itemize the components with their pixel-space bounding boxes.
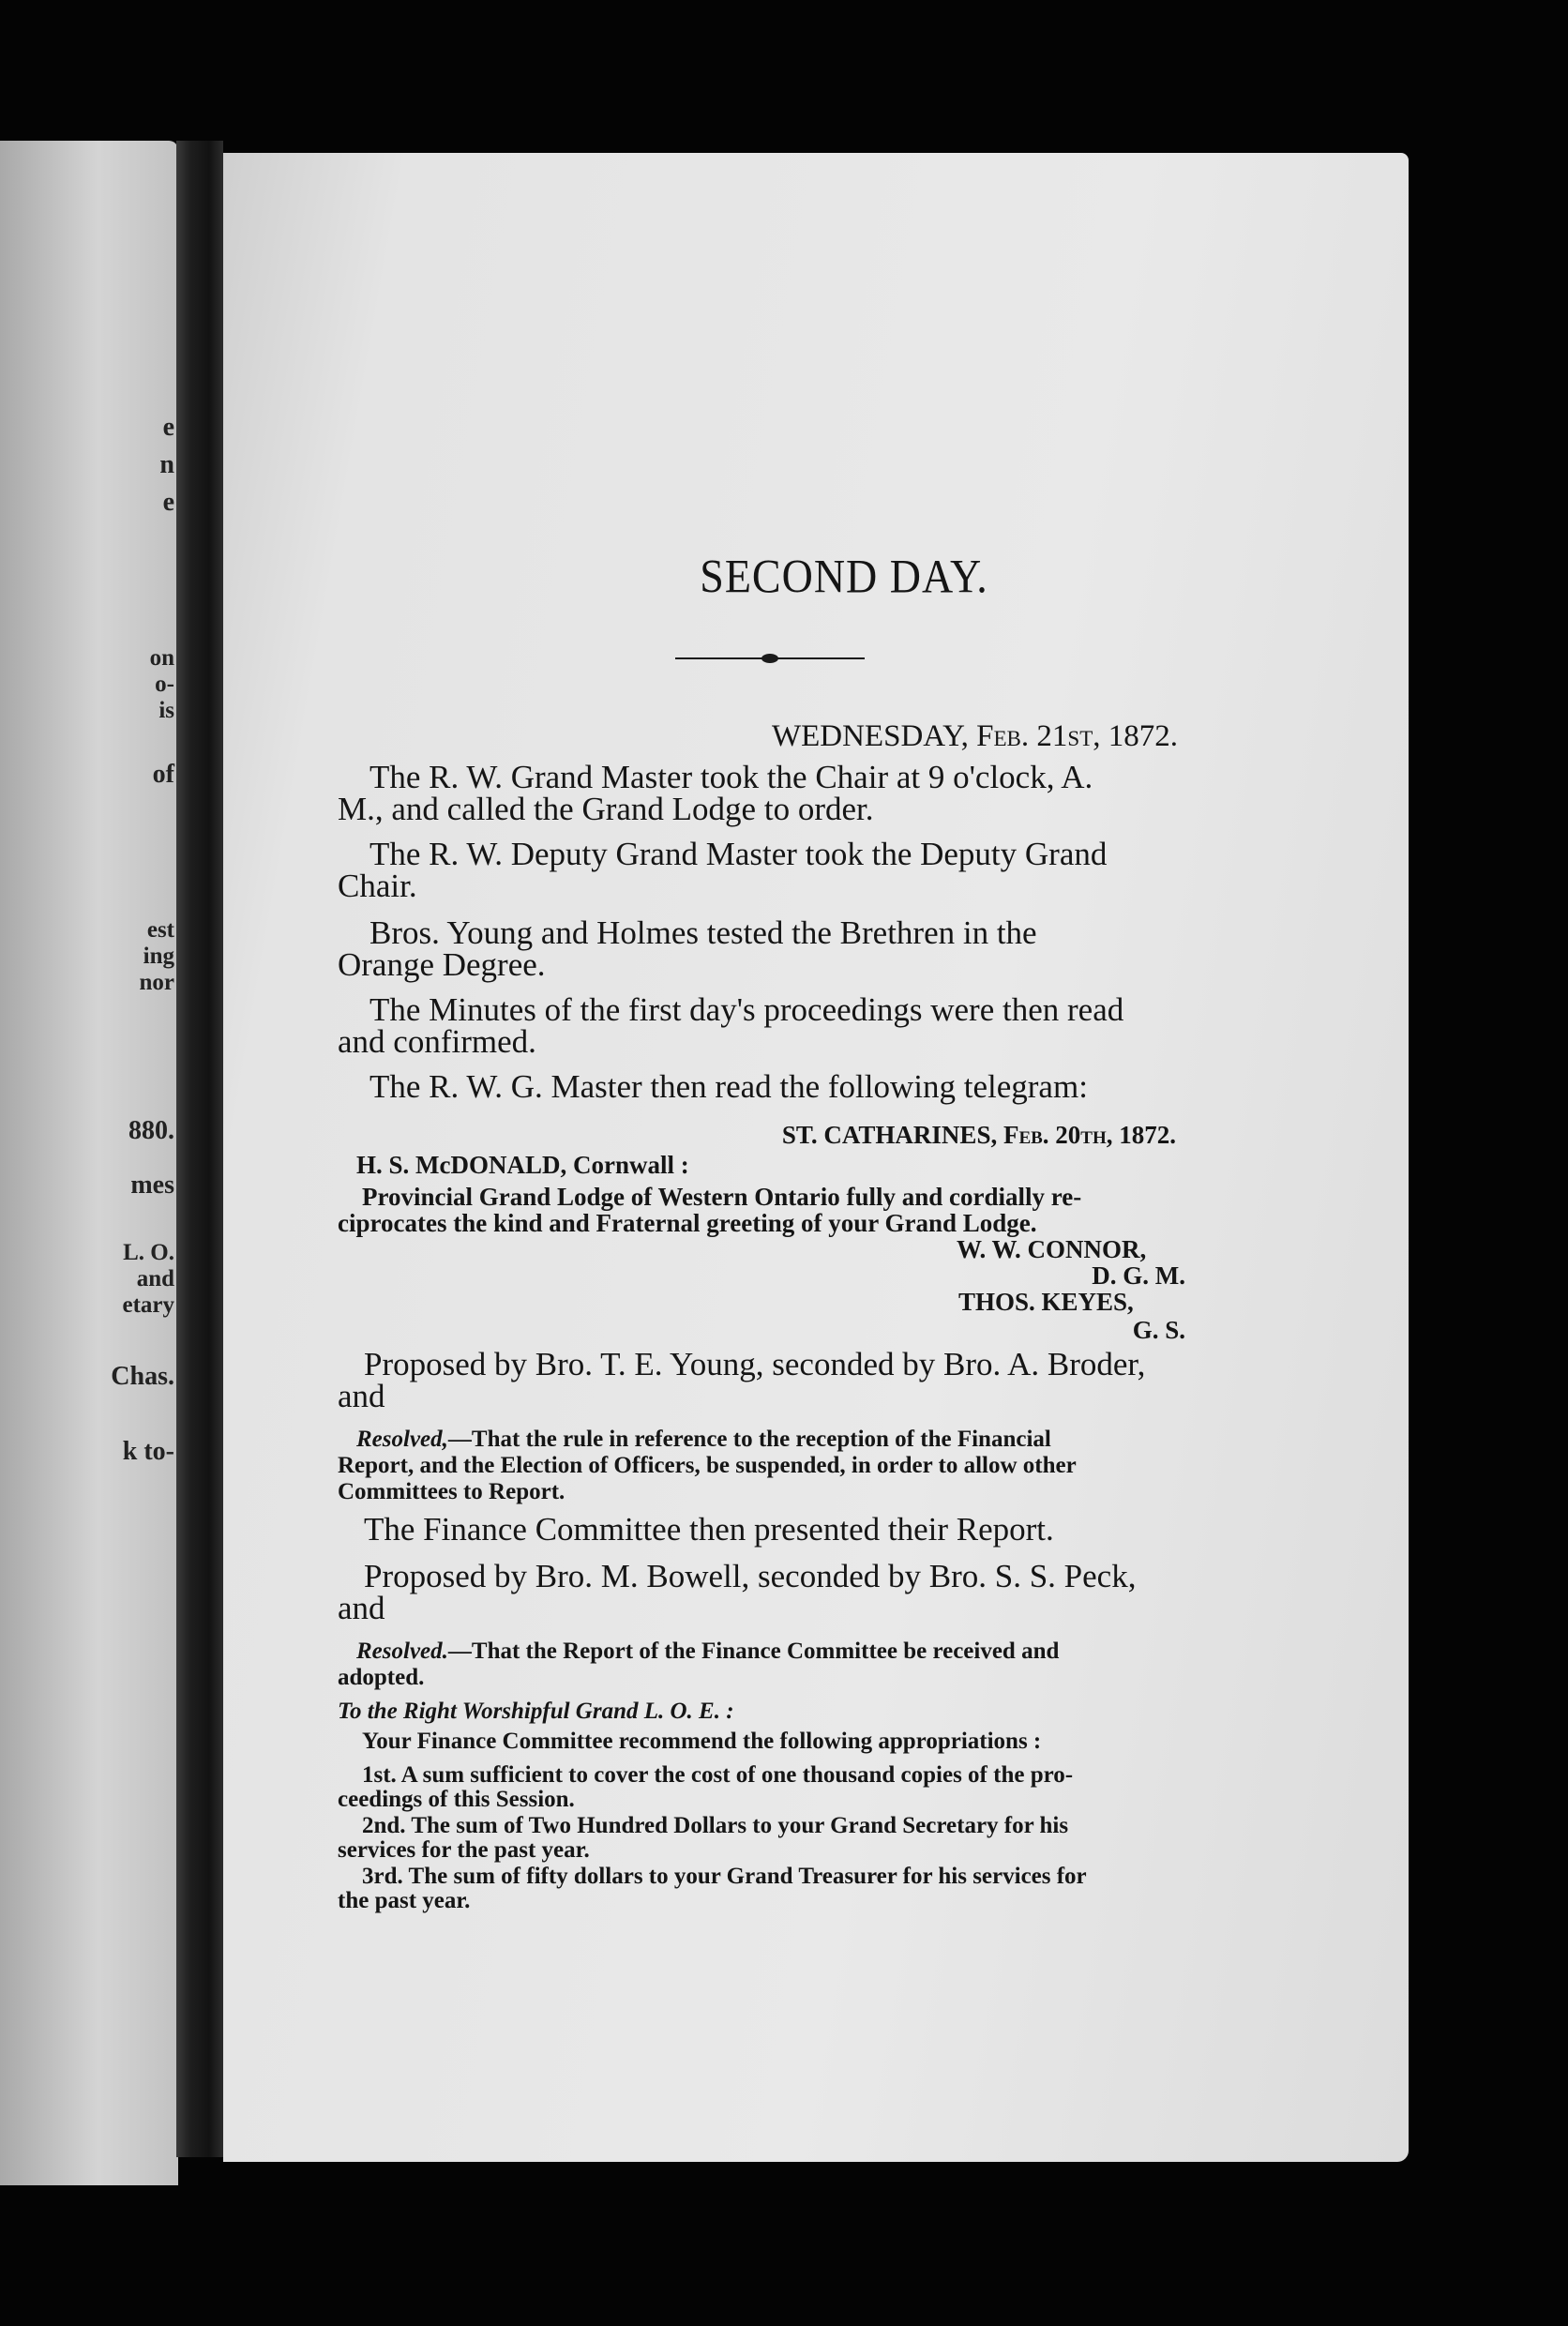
telegram-body-line: Provincial Grand Lodge of Western Ontario fully and cordially re-	[362, 1183, 1082, 1211]
paragraph-line: The Finance Committee then presented their Report.	[364, 1511, 1054, 1548]
left-fragment: L. O.	[123, 1240, 174, 1265]
motion-line: and	[338, 1378, 385, 1414]
resolution-line: Report, and the Election of Officers, be suspended, in order to allow other	[338, 1453, 1077, 1478]
paragraph-line: Chair.	[338, 868, 417, 904]
appropriation-item: services for the past year.	[338, 1837, 590, 1863]
left-fragment: est	[146, 917, 174, 943]
telegram-signer-name: W. W. CONNOR,	[957, 1235, 1147, 1263]
left-fragment: etary	[122, 1292, 174, 1318]
resolution-text: —That the Report of the Finance Committee be received and	[447, 1639, 1060, 1664]
left-fragment: o-	[155, 672, 174, 697]
section-heading: SECOND DAY.	[700, 550, 988, 603]
left-fragment: of	[152, 760, 174, 789]
left-fragment: mes	[130, 1171, 174, 1200]
document-page	[223, 153, 1409, 2162]
left-fragment: Chas.	[111, 1362, 174, 1391]
telegram-signer-title: G. S.	[1132, 1316, 1185, 1344]
book-spine	[176, 141, 223, 2157]
motion-line: and	[338, 1590, 385, 1626]
resolution-line	[356, 1427, 1051, 1453]
left-fragment: ing	[143, 944, 174, 969]
resolution-line	[356, 1639, 1059, 1665]
telegram-body-line: ciprocates the kind and Fraternal greeting of your Grand Lodge.	[338, 1209, 1037, 1237]
left-fragment: e	[162, 488, 174, 517]
appropriation-item: 3rd. The sum of fifty dollars to your Grand Treasurer for his services for	[362, 1864, 1087, 1889]
telegram-addressee: H. S. McDONALD, Cornwall :	[356, 1151, 689, 1179]
paragraph-line: The Minutes of the first day's proceedings were then read	[369, 991, 1124, 1028]
resolved-label: Resolved,	[356, 1427, 448, 1452]
left-fragment: 880.	[128, 1116, 174, 1145]
resolution-line: Committees to Report.	[338, 1479, 565, 1504]
paragraph-line: Bros. Young and Holmes tested the Brethren in the	[369, 914, 1037, 951]
resolution-text: —That the rule in reference to the reception of the Financial	[447, 1427, 1051, 1452]
left-facing-page	[0, 141, 178, 2185]
telegram-place-date: ST. CATHARINES, Feb. 20th, 1872.	[781, 1121, 1176, 1149]
left-fragment: n	[159, 450, 174, 479]
ornamental-rule	[675, 657, 865, 659]
address-line: To the Right Worshipful Grand L. O. E. :	[338, 1699, 734, 1724]
dateline: WEDNESDAY, Feb. 21st, 1872.	[771, 719, 1178, 753]
left-fragment: e	[162, 413, 174, 442]
motion-line: Proposed by Bro. T. E. Young, seconded by Bro. A. Broder,	[364, 1346, 1146, 1382]
appropriation-item: ceedings of this Session.	[338, 1787, 575, 1812]
appropriation-item: 1st. A sum sufficient to cover the cost of one thousand copies of the pro-	[362, 1762, 1074, 1788]
page-content	[223, 153, 1409, 2162]
paragraph-line: The R. W. Grand Master took the Chair at 9 o'clock, A.	[369, 759, 1093, 795]
left-fragment: k to-	[122, 1437, 174, 1466]
paragraph-line: The R. W. G. Master then read the following telegram:	[369, 1068, 1088, 1105]
paragraph-line: The R. W. Deputy Grand Master took the Deputy Grand	[369, 836, 1108, 872]
left-fragment: nor	[139, 970, 174, 995]
appropriation-item: the past year.	[338, 1888, 471, 1913]
telegram-signer-title: D. G. M.	[1092, 1261, 1185, 1290]
left-fragment: is	[158, 698, 174, 723]
telegram-signer-name: THOS. KEYES,	[958, 1288, 1134, 1316]
paragraph-line: and confirmed.	[338, 1023, 536, 1060]
recommend-line: Your Finance Committee recommend the following appropriations :	[362, 1729, 1042, 1754]
motion-line: Proposed by Bro. M. Bowell, seconded by Bro. S. S. Peck,	[364, 1558, 1137, 1594]
left-fragment: on	[149, 645, 174, 671]
appropriation-item: 2nd. The sum of Two Hundred Dollars to your Grand Secretary for his	[362, 1813, 1069, 1838]
resolved-label: Resolved.	[356, 1639, 448, 1664]
left-fragment: and	[136, 1266, 174, 1291]
paragraph-line: Orange Degree.	[338, 946, 546, 983]
resolution-line: adopted.	[338, 1665, 425, 1690]
paragraph-line: M., and called the Grand Lodge to order.	[338, 791, 874, 827]
